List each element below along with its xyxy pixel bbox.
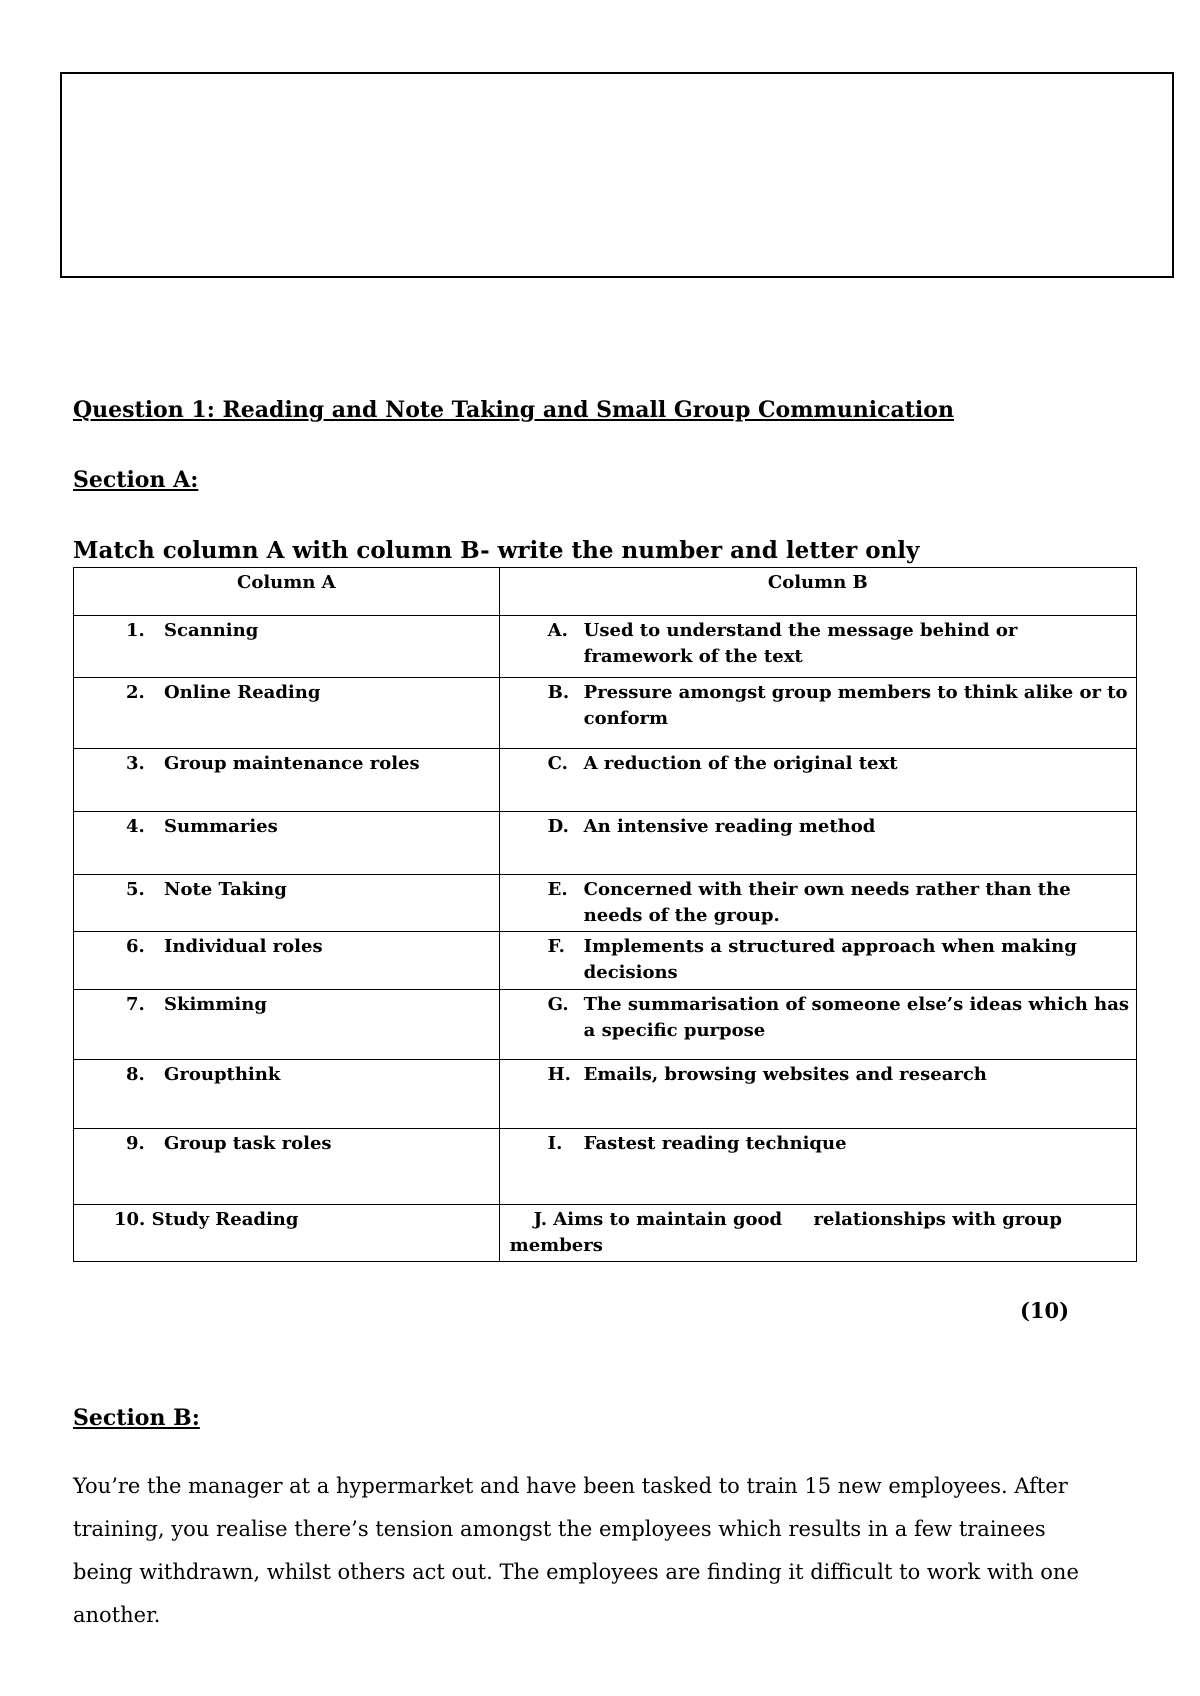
table-row bbox=[74, 990, 1137, 1060]
column-a-term: 10. Study Reading bbox=[114, 1209, 299, 1230]
column-a-term: Scanning bbox=[164, 620, 259, 641]
column-b-definition: Implements a structured approach when making decisions bbox=[583, 936, 1077, 983]
column-b-definition bbox=[506, 1207, 1130, 1259]
column-b-definition: Emails, browsing websites and research bbox=[583, 1064, 987, 1085]
column-b-definition: Fastest reading technique bbox=[583, 1133, 847, 1154]
column-a-term: Online Reading bbox=[164, 682, 321, 703]
definition-rest: relationships with group members bbox=[509, 1209, 1062, 1256]
question-title: Question 1: Reading and Note Taking and Small Group Communication bbox=[73, 397, 954, 423]
row-number: 4. bbox=[126, 816, 145, 837]
row-letter: F. bbox=[547, 936, 565, 957]
row-letter: H. bbox=[547, 1064, 571, 1085]
column-a-term: Group maintenance roles bbox=[164, 753, 420, 774]
column-a-term: Individual roles bbox=[164, 936, 323, 957]
column-a-header: Column A bbox=[74, 568, 500, 616]
section-b-heading: Section B: bbox=[73, 1405, 200, 1431]
column-a-term: Skimming bbox=[164, 994, 267, 1015]
row-number: 2. bbox=[126, 682, 145, 703]
row-letter: B. bbox=[547, 682, 570, 703]
definition-lead: J. Aims to maintain good bbox=[533, 1209, 783, 1230]
marks-total: (10) bbox=[1020, 1298, 1070, 1323]
row-number: 3. bbox=[126, 753, 145, 774]
matching-instruction: Match column A with column B- write the number and letter only bbox=[73, 537, 920, 564]
row-number: 9. bbox=[126, 1133, 145, 1154]
row-number: 6. bbox=[126, 936, 145, 957]
column-b-definition: Pressure amongst group members to think alike or to conform bbox=[583, 682, 1128, 729]
row-letter: D. bbox=[547, 816, 569, 837]
column-a-term: Groupthink bbox=[164, 1064, 281, 1085]
row-number: 1. bbox=[126, 620, 145, 641]
column-a-term: Summaries bbox=[164, 816, 278, 837]
row-number: 7. bbox=[126, 994, 145, 1015]
column-a-term: Note Taking bbox=[164, 879, 287, 900]
row-letter: I. bbox=[547, 1133, 563, 1154]
scenario-paragraph: You’re the manager at a hypermarket and have been tasked to train 15 new employees. After training, you realise there’s tension amongst the employees which results in a few trainees being withdrawn, whilst others act out. The employees are finding it difficult to work with one another. bbox=[73, 1474, 1079, 1627]
column-b-definition: Concerned with their own needs rather than the needs of the group. bbox=[583, 879, 1071, 926]
table-row bbox=[74, 1129, 1137, 1205]
table-row bbox=[74, 678, 1137, 749]
row-letter: E. bbox=[547, 879, 568, 900]
table-row bbox=[74, 1205, 1137, 1262]
table-row bbox=[74, 875, 1137, 932]
column-b-definition: The summarisation of someone else’s ideas which has a specific purpose bbox=[583, 994, 1130, 1041]
row-number: 8. bbox=[126, 1064, 145, 1085]
table-row bbox=[74, 1060, 1137, 1129]
matching-table bbox=[73, 567, 1137, 1262]
table-row bbox=[74, 616, 1137, 678]
row-number: 5. bbox=[126, 879, 145, 900]
answer-header-box bbox=[60, 72, 1174, 278]
column-b-definition: Used to understand the message behind or framework of the text bbox=[583, 620, 1018, 667]
column-b-definition: An intensive reading method bbox=[583, 816, 876, 837]
row-letter: A. bbox=[547, 620, 568, 641]
row-letter: C. bbox=[547, 753, 568, 774]
column-b-header: Column B bbox=[499, 568, 1136, 616]
column-b-definition: A reduction of the original text bbox=[583, 753, 898, 774]
table-row bbox=[74, 749, 1137, 812]
row-letter: G. bbox=[547, 994, 569, 1015]
table-row bbox=[74, 812, 1137, 875]
table-header-row bbox=[74, 568, 1137, 616]
column-a-term: Group task roles bbox=[164, 1133, 332, 1154]
table-row bbox=[74, 932, 1137, 990]
section-a-heading: Section A: bbox=[73, 467, 199, 493]
